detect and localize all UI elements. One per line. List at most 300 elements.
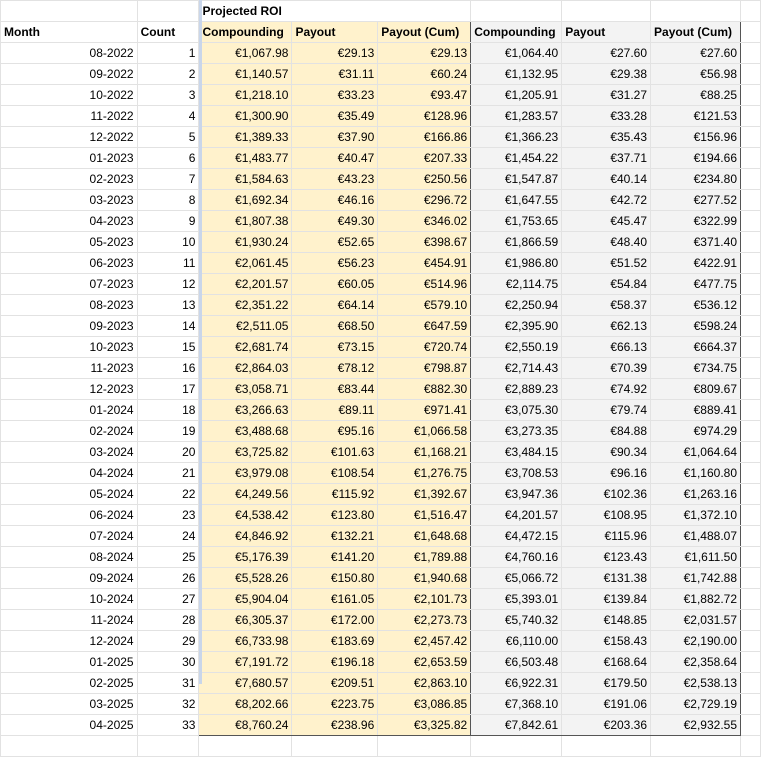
cell-payout-a[interactable]: €172.00: [292, 610, 378, 631]
cell-compounding-b[interactable]: €2,114.75: [471, 274, 562, 295]
cell-payout-cum-a[interactable]: €971.41: [378, 400, 471, 421]
cell-compounding-b[interactable]: €1,454.22: [471, 148, 562, 169]
cell[interactable]: [741, 295, 761, 316]
cell-payout-b[interactable]: €108.95: [562, 505, 651, 526]
cell-compounding-b[interactable]: €1,283.57: [471, 106, 562, 127]
cell-payout-cum-a[interactable]: €1,392.67: [378, 484, 471, 505]
cell-month[interactable]: 01-2023: [1, 148, 138, 169]
cell-payout-cum-a[interactable]: €166.86: [378, 127, 471, 148]
cell-payout-cum-a[interactable]: €1,789.88: [378, 547, 471, 568]
cell[interactable]: [471, 736, 562, 757]
cell-payout-a[interactable]: €64.14: [292, 295, 378, 316]
cell-count[interactable]: 5: [137, 127, 199, 148]
cell-month[interactable]: 10-2023: [1, 337, 138, 358]
cell-payout-b[interactable]: €123.43: [562, 547, 651, 568]
cell-payout-a[interactable]: €115.92: [292, 484, 378, 505]
cell[interactable]: [741, 106, 761, 127]
cell[interactable]: [292, 736, 378, 757]
cell-month[interactable]: 04-2025: [1, 715, 138, 736]
cell-payout-a[interactable]: €33.23: [292, 85, 378, 106]
cell-payout-b[interactable]: €158.43: [562, 631, 651, 652]
cell[interactable]: [741, 127, 761, 148]
cell-count[interactable]: 16: [137, 358, 199, 379]
cell-payout-cum-a[interactable]: €579.10: [378, 295, 471, 316]
cell[interactable]: [471, 1, 562, 22]
cell-compounding-b[interactable]: €1,986.80: [471, 253, 562, 274]
cell-payout-cum-b[interactable]: €27.60: [651, 43, 741, 64]
cell-compounding-a[interactable]: €5,904.04: [199, 589, 292, 610]
cell-payout-b[interactable]: €35.43: [562, 127, 651, 148]
cell-month[interactable]: 07-2023: [1, 274, 138, 295]
cell[interactable]: [741, 22, 761, 43]
cell-payout-cum-b[interactable]: €664.37: [651, 337, 741, 358]
cell-payout-cum-b[interactable]: €974.29: [651, 421, 741, 442]
cell-payout-cum-b[interactable]: €88.25: [651, 85, 741, 106]
cell-payout-cum-b[interactable]: €1,160.80: [651, 463, 741, 484]
cell[interactable]: [137, 736, 199, 757]
cell-payout-cum-b[interactable]: €2,190.00: [651, 631, 741, 652]
cell-count[interactable]: 27: [137, 589, 199, 610]
cell-payout-cum-b[interactable]: €322.99: [651, 211, 741, 232]
cell-compounding-b[interactable]: €4,760.16: [471, 547, 562, 568]
cell-payout-cum-a[interactable]: €93.47: [378, 85, 471, 106]
cell[interactable]: [741, 211, 761, 232]
header-payout-cum-b[interactable]: Payout (Cum): [651, 22, 741, 43]
cell-compounding-b[interactable]: €6,503.48: [471, 652, 562, 673]
cell-payout-b[interactable]: €37.71: [562, 148, 651, 169]
cell-month[interactable]: 01-2024: [1, 400, 138, 421]
cell-payout-b[interactable]: €51.52: [562, 253, 651, 274]
cell-payout-b[interactable]: €96.16: [562, 463, 651, 484]
cell-payout-cum-b[interactable]: €56.98: [651, 64, 741, 85]
cell[interactable]: [1, 1, 138, 22]
cell-compounding-a[interactable]: €2,511.05: [199, 316, 292, 337]
cell-month[interactable]: 03-2025: [1, 694, 138, 715]
cell-month[interactable]: 10-2024: [1, 589, 138, 610]
cell-payout-b[interactable]: €84.88: [562, 421, 651, 442]
cell-payout-a[interactable]: €40.47: [292, 148, 378, 169]
cell-compounding-a[interactable]: €1,300.90: [199, 106, 292, 127]
cell-payout-a[interactable]: €60.05: [292, 274, 378, 295]
cell-month[interactable]: 11-2024: [1, 610, 138, 631]
cell-compounding-a[interactable]: €2,864.03: [199, 358, 292, 379]
cell-month[interactable]: 11-2023: [1, 358, 138, 379]
cell-count[interactable]: 4: [137, 106, 199, 127]
cell[interactable]: [378, 736, 471, 757]
cell[interactable]: [741, 610, 761, 631]
cell-payout-a[interactable]: €238.96: [292, 715, 378, 736]
cell-count[interactable]: 25: [137, 547, 199, 568]
cell-payout-cum-a[interactable]: €454.91: [378, 253, 471, 274]
cell[interactable]: [741, 547, 761, 568]
cell[interactable]: [741, 169, 761, 190]
cell-compounding-b[interactable]: €5,740.32: [471, 610, 562, 631]
cell-compounding-a[interactable]: €5,176.39: [199, 547, 292, 568]
cell-payout-cum-b[interactable]: €809.67: [651, 379, 741, 400]
cell-payout-b[interactable]: €29.38: [562, 64, 651, 85]
cell[interactable]: [741, 652, 761, 673]
cell[interactable]: [741, 631, 761, 652]
cell-compounding-a[interactable]: €3,058.71: [199, 379, 292, 400]
cell-payout-cum-b[interactable]: €2,729.19: [651, 694, 741, 715]
cell-month[interactable]: 01-2025: [1, 652, 138, 673]
cell-payout-cum-b[interactable]: €1,882.72: [651, 589, 741, 610]
cell-payout-cum-a[interactable]: €60.24: [378, 64, 471, 85]
cell-month[interactable]: 08-2023: [1, 295, 138, 316]
cell-compounding-b[interactable]: €4,201.57: [471, 505, 562, 526]
cell-compounding-b[interactable]: €3,273.35: [471, 421, 562, 442]
cell-count[interactable]: 14: [137, 316, 199, 337]
cell-payout-a[interactable]: €73.15: [292, 337, 378, 358]
cell-count[interactable]: 28: [137, 610, 199, 631]
cell[interactable]: [562, 736, 651, 757]
cell-count[interactable]: 8: [137, 190, 199, 211]
cell-month[interactable]: 02-2023: [1, 169, 138, 190]
cell-payout-a[interactable]: €141.20: [292, 547, 378, 568]
cell-payout-b[interactable]: €102.36: [562, 484, 651, 505]
cell-compounding-a[interactable]: €1,067.98: [199, 43, 292, 64]
cell[interactable]: [741, 190, 761, 211]
cell-count[interactable]: 9: [137, 211, 199, 232]
cell-month[interactable]: 02-2025: [1, 673, 138, 694]
cell-payout-a[interactable]: €46.16: [292, 190, 378, 211]
cell-compounding-b[interactable]: €5,393.01: [471, 589, 562, 610]
cell-month[interactable]: 12-2022: [1, 127, 138, 148]
cell-payout-b[interactable]: €90.34: [562, 442, 651, 463]
cell-payout-b[interactable]: €66.13: [562, 337, 651, 358]
cell-payout-b[interactable]: €148.85: [562, 610, 651, 631]
cell[interactable]: [741, 1, 761, 22]
cell[interactable]: [741, 589, 761, 610]
cell[interactable]: [741, 400, 761, 421]
cell-count[interactable]: 30: [137, 652, 199, 673]
cell-count[interactable]: 15: [137, 337, 199, 358]
cell-compounding-b[interactable]: €2,889.23: [471, 379, 562, 400]
header-count[interactable]: Count: [137, 22, 199, 43]
cell[interactable]: [741, 148, 761, 169]
cell-compounding-a[interactable]: €4,249.56: [199, 484, 292, 505]
cell-compounding-a[interactable]: €2,351.22: [199, 295, 292, 316]
cell[interactable]: [741, 526, 761, 547]
cell-compounding-a[interactable]: €2,201.57: [199, 274, 292, 295]
cell-payout-a[interactable]: €37.90: [292, 127, 378, 148]
cell-payout-cum-a[interactable]: €1,516.47: [378, 505, 471, 526]
cell-month[interactable]: 11-2022: [1, 106, 138, 127]
cell-payout-b[interactable]: €70.39: [562, 358, 651, 379]
cell-count[interactable]: 10: [137, 232, 199, 253]
cell-payout-cum-a[interactable]: €346.02: [378, 211, 471, 232]
cell-payout-a[interactable]: €56.23: [292, 253, 378, 274]
sheet-title[interactable]: Projected ROI: [199, 1, 471, 22]
cell-payout-cum-a[interactable]: €3,086.85: [378, 694, 471, 715]
cell-month[interactable]: 06-2024: [1, 505, 138, 526]
cell-compounding-a[interactable]: €8,202.66: [199, 694, 292, 715]
cell-month[interactable]: 05-2023: [1, 232, 138, 253]
cell-payout-cum-b[interactable]: €121.53: [651, 106, 741, 127]
cell-count[interactable]: 2: [137, 64, 199, 85]
cell-payout-b[interactable]: €27.60: [562, 43, 651, 64]
cell-payout-cum-b[interactable]: €1,742.88: [651, 568, 741, 589]
cell[interactable]: [741, 736, 761, 757]
cell-month[interactable]: 09-2023: [1, 316, 138, 337]
cell-payout-cum-a[interactable]: €1,940.68: [378, 568, 471, 589]
cell-count[interactable]: 1: [137, 43, 199, 64]
cell-compounding-b[interactable]: €6,110.00: [471, 631, 562, 652]
cell[interactable]: [651, 736, 741, 757]
cell[interactable]: [741, 568, 761, 589]
cell-payout-cum-b[interactable]: €734.75: [651, 358, 741, 379]
cell-month[interactable]: 12-2023: [1, 379, 138, 400]
cell-payout-cum-b[interactable]: €2,358.64: [651, 652, 741, 673]
cell-payout-b[interactable]: €62.13: [562, 316, 651, 337]
cell-compounding-a[interactable]: €6,733.98: [199, 631, 292, 652]
cell-payout-a[interactable]: €49.30: [292, 211, 378, 232]
cell-payout-cum-a[interactable]: €2,457.42: [378, 631, 471, 652]
cell-payout-cum-a[interactable]: €3,325.82: [378, 715, 471, 736]
cell-payout-a[interactable]: €101.63: [292, 442, 378, 463]
cell-payout-cum-a[interactable]: €29.13: [378, 43, 471, 64]
cell-compounding-b[interactable]: €7,368.10: [471, 694, 562, 715]
cell[interactable]: [741, 463, 761, 484]
cell-compounding-b[interactable]: €2,250.94: [471, 295, 562, 316]
cell[interactable]: [741, 379, 761, 400]
cell-payout-cum-a[interactable]: €647.59: [378, 316, 471, 337]
cell-payout-a[interactable]: €43.23: [292, 169, 378, 190]
cell[interactable]: [741, 442, 761, 463]
cell-compounding-b[interactable]: €2,550.19: [471, 337, 562, 358]
cell-payout-b[interactable]: €203.36: [562, 715, 651, 736]
cell-compounding-b[interactable]: €4,472.15: [471, 526, 562, 547]
cell-payout-b[interactable]: €54.84: [562, 274, 651, 295]
cell-compounding-a[interactable]: €1,389.33: [199, 127, 292, 148]
cell-compounding-b[interactable]: €3,484.15: [471, 442, 562, 463]
cell-compounding-a[interactable]: €1,140.57: [199, 64, 292, 85]
cell-payout-cum-a[interactable]: €1,066.58: [378, 421, 471, 442]
cell-payout-cum-a[interactable]: €720.74: [378, 337, 471, 358]
cell-compounding-a[interactable]: €3,488.68: [199, 421, 292, 442]
cell-compounding-a[interactable]: €7,191.72: [199, 652, 292, 673]
cell-compounding-a[interactable]: €2,681.74: [199, 337, 292, 358]
cell-compounding-b[interactable]: €5,066.72: [471, 568, 562, 589]
cell-payout-a[interactable]: €35.49: [292, 106, 378, 127]
cell-payout-a[interactable]: €95.16: [292, 421, 378, 442]
cell-count[interactable]: 20: [137, 442, 199, 463]
cell-compounding-a[interactable]: €6,305.37: [199, 610, 292, 631]
cell[interactable]: [741, 316, 761, 337]
cell-payout-cum-b[interactable]: €2,932.55: [651, 715, 741, 736]
cell-payout-a[interactable]: €78.12: [292, 358, 378, 379]
cell-payout-b[interactable]: €58.37: [562, 295, 651, 316]
cell-payout-a[interactable]: €196.18: [292, 652, 378, 673]
cell-compounding-b[interactable]: €7,842.61: [471, 715, 562, 736]
cell[interactable]: [741, 337, 761, 358]
header-payout-a[interactable]: Payout: [292, 22, 378, 43]
cell-payout-cum-b[interactable]: €194.66: [651, 148, 741, 169]
cell-payout-b[interactable]: €168.64: [562, 652, 651, 673]
cell-month[interactable]: 08-2022: [1, 43, 138, 64]
cell-count[interactable]: 23: [137, 505, 199, 526]
cell-compounding-a[interactable]: €4,846.92: [199, 526, 292, 547]
cell-compounding-b[interactable]: €1,866.59: [471, 232, 562, 253]
cell-payout-cum-b[interactable]: €1,488.07: [651, 526, 741, 547]
cell-count[interactable]: 7: [137, 169, 199, 190]
cell[interactable]: [741, 43, 761, 64]
cell-payout-cum-a[interactable]: €128.96: [378, 106, 471, 127]
cell[interactable]: [741, 232, 761, 253]
cell-compounding-a[interactable]: €3,266.63: [199, 400, 292, 421]
cell-payout-cum-a[interactable]: €882.30: [378, 379, 471, 400]
cell-payout-cum-a[interactable]: €2,273.73: [378, 610, 471, 631]
cell-month[interactable]: 06-2023: [1, 253, 138, 274]
cell-count[interactable]: 22: [137, 484, 199, 505]
cell-payout-a[interactable]: €108.54: [292, 463, 378, 484]
cell[interactable]: [741, 715, 761, 736]
cell-payout-cum-a[interactable]: €1,168.21: [378, 442, 471, 463]
header-compounding-b[interactable]: Compounding: [471, 22, 562, 43]
cell-month[interactable]: 09-2022: [1, 64, 138, 85]
cell-compounding-b[interactable]: €1,547.87: [471, 169, 562, 190]
header-payout-b[interactable]: Payout: [562, 22, 651, 43]
cell-payout-cum-b[interactable]: €422.91: [651, 253, 741, 274]
cell-payout-b[interactable]: €42.72: [562, 190, 651, 211]
cell-payout-a[interactable]: €183.69: [292, 631, 378, 652]
cell-payout-b[interactable]: €40.14: [562, 169, 651, 190]
cell-month[interactable]: 12-2024: [1, 631, 138, 652]
cell-payout-cum-a[interactable]: €514.96: [378, 274, 471, 295]
cell-compounding-a[interactable]: €5,528.26: [199, 568, 292, 589]
header-compounding-a[interactable]: Compounding: [199, 22, 292, 43]
cell-payout-cum-b[interactable]: €889.41: [651, 400, 741, 421]
cell-month[interactable]: 03-2023: [1, 190, 138, 211]
cell-compounding-a[interactable]: €2,061.45: [199, 253, 292, 274]
cell-payout-cum-a[interactable]: €250.56: [378, 169, 471, 190]
cell-payout-cum-a[interactable]: €296.72: [378, 190, 471, 211]
cell-compounding-a[interactable]: €3,979.08: [199, 463, 292, 484]
cell-compounding-a[interactable]: €1,483.77: [199, 148, 292, 169]
cell-payout-cum-a[interactable]: €207.33: [378, 148, 471, 169]
cell-compounding-b[interactable]: €3,075.30: [471, 400, 562, 421]
cell-compounding-a[interactable]: €3,725.82: [199, 442, 292, 463]
cell[interactable]: [741, 85, 761, 106]
cell[interactable]: [651, 1, 741, 22]
cell-count[interactable]: 24: [137, 526, 199, 547]
cell-count[interactable]: 31: [137, 673, 199, 694]
cell-payout-a[interactable]: €150.80: [292, 568, 378, 589]
cell-count[interactable]: 13: [137, 295, 199, 316]
cell[interactable]: [137, 1, 199, 22]
cell-compounding-b[interactable]: €1,205.91: [471, 85, 562, 106]
cell-payout-b[interactable]: €179.50: [562, 673, 651, 694]
cell-payout-a[interactable]: €31.11: [292, 64, 378, 85]
cell-compounding-a[interactable]: €1,807.38: [199, 211, 292, 232]
cell-payout-cum-b[interactable]: €598.24: [651, 316, 741, 337]
cell-payout-a[interactable]: €89.11: [292, 400, 378, 421]
cell-payout-cum-b[interactable]: €536.12: [651, 295, 741, 316]
cell-payout-cum-b[interactable]: €1,372.10: [651, 505, 741, 526]
cell[interactable]: [741, 274, 761, 295]
frozen-column-divider[interactable]: [199, 0, 202, 684]
cell-month[interactable]: 09-2024: [1, 568, 138, 589]
cell-compounding-b[interactable]: €3,947.36: [471, 484, 562, 505]
cell-month[interactable]: 03-2024: [1, 442, 138, 463]
cell-payout-b[interactable]: €131.38: [562, 568, 651, 589]
cell-payout-a[interactable]: €29.13: [292, 43, 378, 64]
cell-payout-cum-a[interactable]: €1,648.68: [378, 526, 471, 547]
cell-month[interactable]: 04-2024: [1, 463, 138, 484]
cell-payout-b[interactable]: €33.28: [562, 106, 651, 127]
cell-compounding-b[interactable]: €1,647.55: [471, 190, 562, 211]
cell-compounding-b[interactable]: €2,395.90: [471, 316, 562, 337]
cell-compounding-a[interactable]: €1,218.10: [199, 85, 292, 106]
cell[interactable]: [741, 484, 761, 505]
cell-compounding-b[interactable]: €1,064.40: [471, 43, 562, 64]
cell-payout-cum-a[interactable]: €1,276.75: [378, 463, 471, 484]
cell-compounding-b[interactable]: €2,714.43: [471, 358, 562, 379]
cell-compounding-b[interactable]: €1,366.23: [471, 127, 562, 148]
cell-payout-b[interactable]: €191.06: [562, 694, 651, 715]
cell-payout-cum-b[interactable]: €156.96: [651, 127, 741, 148]
cell[interactable]: [741, 64, 761, 85]
cell-payout-a[interactable]: €223.75: [292, 694, 378, 715]
cell-payout-cum-b[interactable]: €277.52: [651, 190, 741, 211]
cell-count[interactable]: 26: [137, 568, 199, 589]
cell-payout-b[interactable]: €31.27: [562, 85, 651, 106]
cell-count[interactable]: 18: [137, 400, 199, 421]
cell-payout-a[interactable]: €52.65: [292, 232, 378, 253]
cell-count[interactable]: 12: [137, 274, 199, 295]
cell-payout-b[interactable]: €79.74: [562, 400, 651, 421]
cell[interactable]: [741, 673, 761, 694]
cell-compounding-a[interactable]: €1,930.24: [199, 232, 292, 253]
cell-payout-cum-a[interactable]: €798.87: [378, 358, 471, 379]
cell-payout-a[interactable]: €209.51: [292, 673, 378, 694]
cell[interactable]: [741, 253, 761, 274]
cell-month[interactable]: 02-2024: [1, 421, 138, 442]
cell-month[interactable]: 10-2022: [1, 85, 138, 106]
cell-payout-b[interactable]: €45.47: [562, 211, 651, 232]
cell-payout-a[interactable]: €68.50: [292, 316, 378, 337]
cell-payout-cum-b[interactable]: €477.75: [651, 274, 741, 295]
cell-payout-cum-b[interactable]: €234.80: [651, 169, 741, 190]
cell-payout-cum-a[interactable]: €398.67: [378, 232, 471, 253]
cell-compounding-a[interactable]: €7,680.57: [199, 673, 292, 694]
cell[interactable]: [199, 736, 292, 757]
cell-payout-cum-a[interactable]: €2,653.59: [378, 652, 471, 673]
cell-count[interactable]: 19: [137, 421, 199, 442]
cell-payout-cum-b[interactable]: €1,064.64: [651, 442, 741, 463]
cell-payout-b[interactable]: €74.92: [562, 379, 651, 400]
cell-count[interactable]: 3: [137, 85, 199, 106]
cell-month[interactable]: 04-2023: [1, 211, 138, 232]
cell-compounding-b[interactable]: €1,132.95: [471, 64, 562, 85]
cell-count[interactable]: 32: [137, 694, 199, 715]
cell[interactable]: [562, 1, 651, 22]
cell-payout-b[interactable]: €48.40: [562, 232, 651, 253]
cell[interactable]: [741, 505, 761, 526]
cell-count[interactable]: 29: [137, 631, 199, 652]
cell-compounding-a[interactable]: €8,760.24: [199, 715, 292, 736]
cell-payout-cum-b[interactable]: €1,611.50: [651, 547, 741, 568]
header-month[interactable]: Month: [1, 22, 138, 43]
cell-compounding-b[interactable]: €6,922.31: [471, 673, 562, 694]
cell-payout-b[interactable]: €139.84: [562, 589, 651, 610]
cell[interactable]: [741, 421, 761, 442]
cell-compounding-a[interactable]: €4,538.42: [199, 505, 292, 526]
cell-payout-cum-b[interactable]: €1,263.16: [651, 484, 741, 505]
cell-count[interactable]: 11: [137, 253, 199, 274]
cell-compounding-b[interactable]: €3,708.53: [471, 463, 562, 484]
cell[interactable]: [741, 358, 761, 379]
